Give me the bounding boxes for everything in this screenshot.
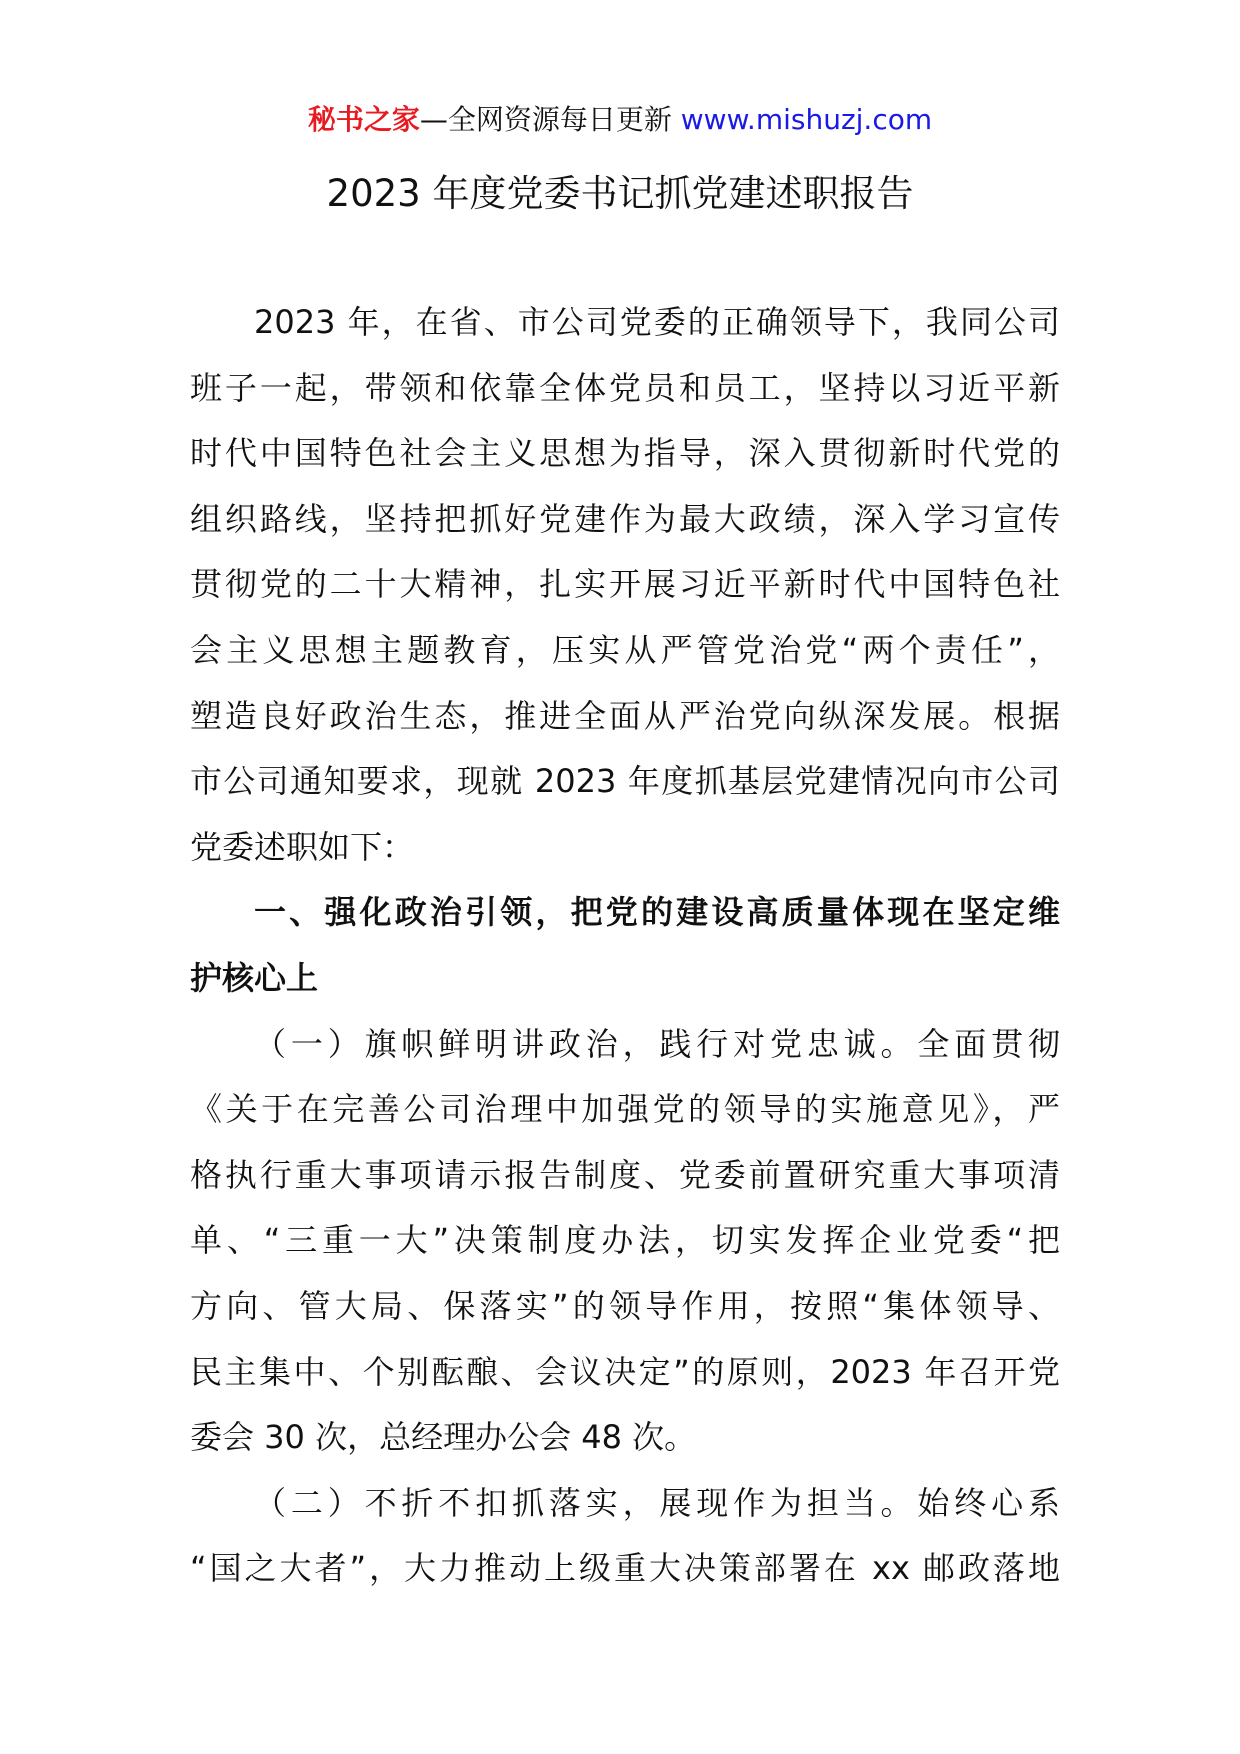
paragraph-line: 委会 30 次，总经理办公会 48 次。 <box>190 1418 697 1457</box>
section-heading-line: 一、强化政治引领，把党的建设高质量体现在坚定维 <box>254 893 1060 932</box>
paragraph-line: 《关于在完善公司治理中加强党的领导的实施意见》，严 <box>190 1090 1060 1129</box>
paragraph-line: 方向、管大局、保落实”的领导作用，按照“集体领导、 <box>190 1286 1060 1325</box>
paragraph-line: 市公司通知要求，现就 2023 年度抓基层党建情况向市公司 <box>190 762 1060 801</box>
paragraph-line: （一）旗帜鲜明讲政治，践行对党忠诚。全面贯彻 <box>254 1024 1060 1063</box>
paragraph-line: 民主集中、个别酝酿、会议决定”的原则，2023 年召开党 <box>190 1352 1060 1391</box>
paragraph-line: 2023 年，在省、市公司党委的正确领导下，我同公司 <box>254 303 1060 341</box>
paragraph-line: 塑造良好政治生态，推进全面从严治党向纵深发展。根据 <box>190 696 1060 735</box>
paragraph-line: 单、“三重一大”决策制度办法，切实发挥企业党委“把 <box>190 1221 1060 1260</box>
site-url-link[interactable]: www.mishuzj.com <box>680 103 933 136</box>
document-body <box>190 290 1060 1602</box>
paragraph-line: “国之大者”，大力推动上级重大决策部署在 xx 邮政落地 <box>190 1549 1060 1588</box>
paragraph-line: （二）不折不扣抓落实，展现作为担当。始终心系 <box>254 1483 1060 1522</box>
paragraph-line: 格执行重大事项请示报告制度、党委前置研究重大事项清 <box>190 1155 1060 1194</box>
header-tagline: —全网资源每日更新 <box>419 103 681 136</box>
section-heading-line: 护核心上 <box>190 958 319 997</box>
paragraph-line: 时代中国特色社会主义思想为指导，深入贯彻新时代党的 <box>190 434 1060 473</box>
paragraph-line: 班子一起，带领和依靠全体党员和员工，坚持以习近平新 <box>190 368 1060 407</box>
paragraph-line: 党委述职如下： <box>190 827 415 866</box>
paragraph-line: 贯彻党的二十大精神，扎实开展习近平新时代中国特色社 <box>190 565 1060 604</box>
paragraph-line: 会主义思想主题教育，压实从严管党治党“两个责任”， <box>190 630 1060 669</box>
paragraph-line: 组织路线，坚持把抓好党建作为最大政绩，深入学习宣传 <box>190 499 1060 538</box>
site-header <box>0 100 1240 140</box>
document-title: 2023 年度党委书记抓党建述职报告 <box>326 172 914 215</box>
brand-name: 秘书之家 <box>307 103 420 136</box>
